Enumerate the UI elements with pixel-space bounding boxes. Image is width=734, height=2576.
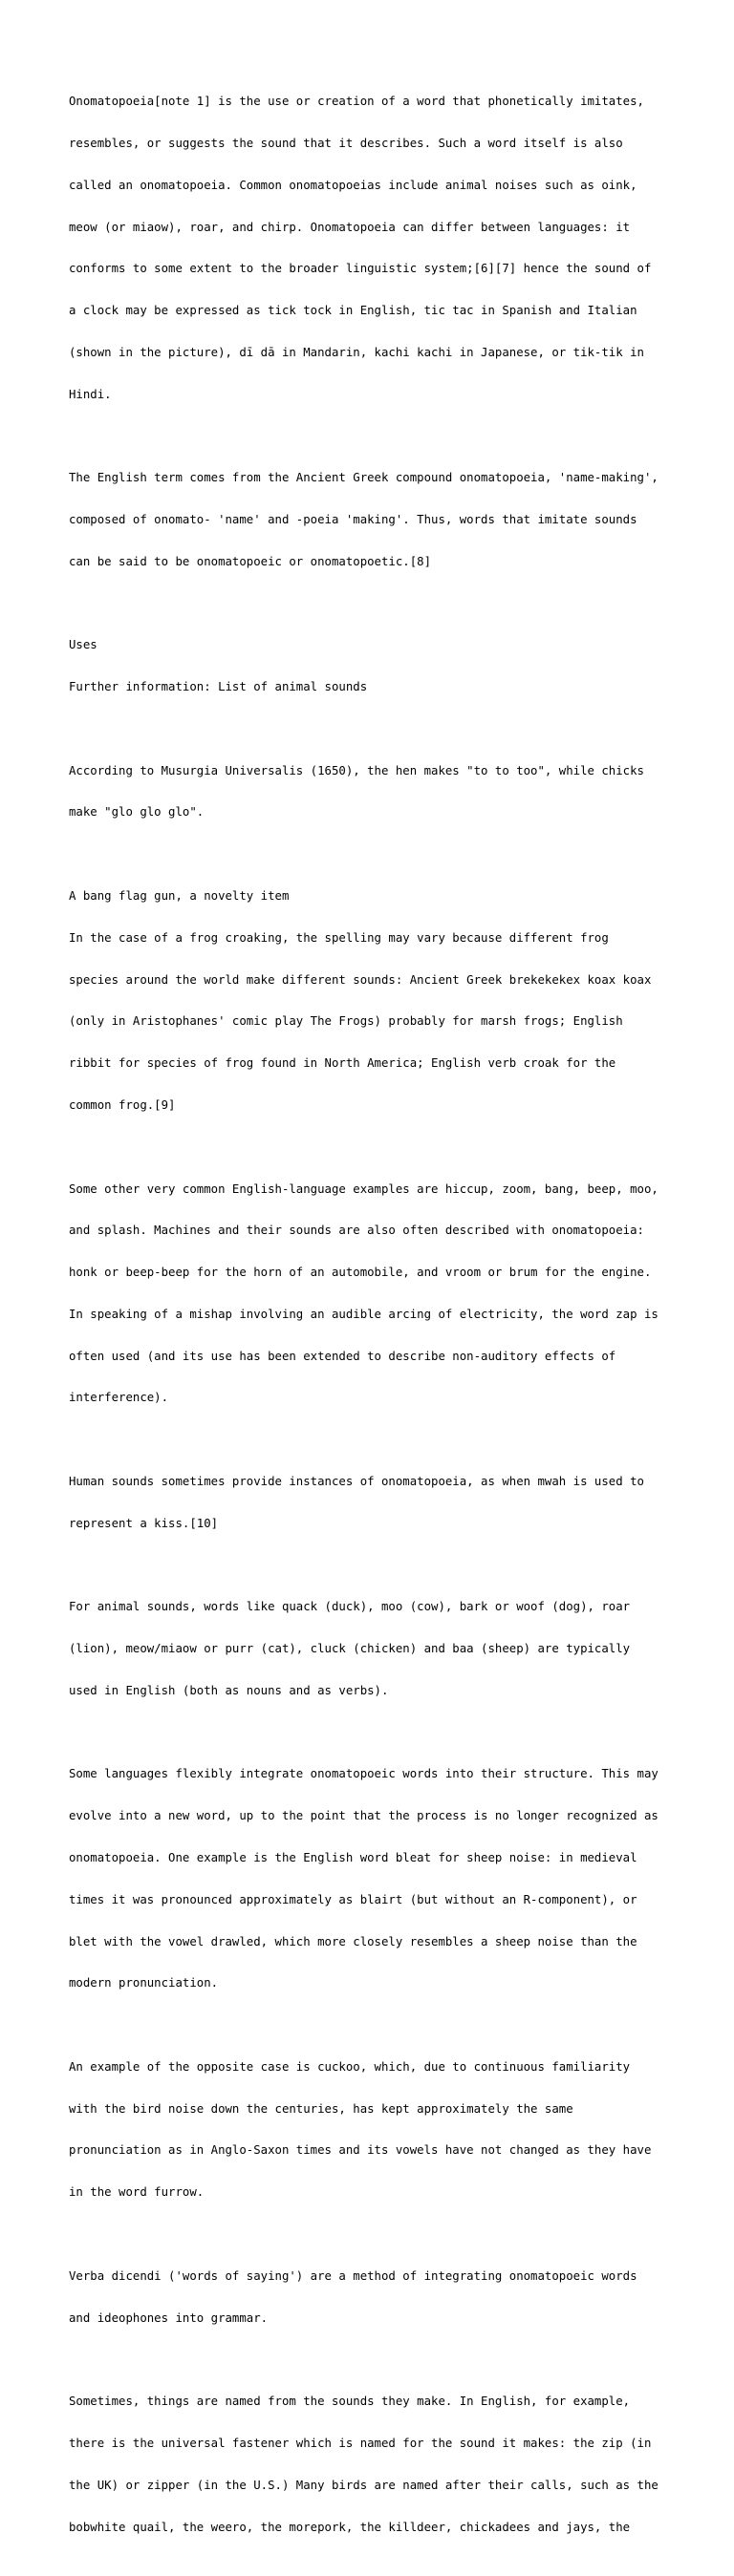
- text-line: represent a kiss.[10]: [69, 1516, 219, 1530]
- text-line: Sometimes, things are named from the sounds they make. In English, for example,: [69, 2395, 631, 2409]
- text-line: common frog.[9]: [69, 1097, 176, 1112]
- paragraph-common-examples: [69, 1154, 680, 1433]
- text-line: (only in Aristophanes' comic play The Frogs) probably for marsh frogs; English: [69, 1014, 623, 1029]
- text-line: modern pronunciation.: [69, 1976, 219, 1991]
- text-line: bobwhite quail, the weero, the morepork, the killdeer, chickadees and jays, the: [69, 2520, 631, 2534]
- text-line: onomatopoeia. One example is the English word bleat for sheep noise: in medieval: [69, 1851, 637, 1864]
- paragraph-frog: [69, 862, 680, 1140]
- text-line: often used (and its use has been extended to describe non-auditory effects of: [69, 1349, 616, 1363]
- paragraph-named-from-sounds: [69, 2367, 680, 2562]
- text-line: According to Musurgia Universalis (1650), the hen makes "to to too", while chicks: [69, 763, 644, 777]
- text-line: pronunciation as in Anglo-Saxon times and its vowels have not changed as they have: [69, 2143, 652, 2158]
- paragraph-etymology: [69, 443, 680, 597]
- text-line: (shown in the picture), dī dā in Mandarin, kachi kachi in Japanese, or tik-tik in: [69, 345, 644, 359]
- section-heading-uses: [69, 610, 680, 722]
- paragraph-intro: [69, 67, 680, 429]
- text-line: In the case of a frog croaking, the spelling may vary because different frog: [69, 930, 609, 945]
- text-line: can be said to be onomatopoeic or onomatopoetic.[8]: [69, 554, 432, 568]
- text-line: composed of onomato- 'name' and -poeia 'making'. Thus, words that imitate sounds: [69, 513, 637, 526]
- text-line: resembles, or suggests the sound that it describes. Such a word itself is also: [69, 136, 623, 150]
- text-line: meow (or miaow), roar, and chirp. Onomatopoeia can differ between languages: it: [69, 220, 631, 234]
- text-line: interference).: [69, 1391, 169, 1405]
- paragraph-human-sounds: [69, 1447, 680, 1559]
- text-line: and ideophones into grammar.: [69, 2310, 269, 2325]
- text-line: blet with the vowel drawled, which more closely resembles a sheep noise than the: [69, 1934, 637, 1948]
- text-line: ribbit for species of frog found in North America; English verb croak for the: [69, 1056, 616, 1071]
- text-line: with the bird noise down the centuries, has kept approximately the same: [69, 2101, 573, 2116]
- paragraph-cuckoo: [69, 2033, 680, 2227]
- text-line: An example of the opposite case is cuckoo, which, due to continuous familiarity: [69, 2059, 631, 2074]
- text-line: make "glo glo glo".: [69, 805, 205, 820]
- text-line: Some languages flexibly integrate onomatopoeic words into their structure. This may: [69, 1767, 658, 1781]
- text-line: and splash. Machines and their sounds are also often described with onomatopoeia:: [69, 1224, 644, 1238]
- text-line: The English term comes from the Ancient Greek compound onomatopoeia, 'name-making',: [69, 471, 658, 485]
- text-line: called an onomatopoeia. Common onomatopoeias include animal noises such as oink,: [69, 178, 637, 192]
- text-line: times it was pronounced approximately as blairt (but without an R-component), or: [69, 1892, 637, 1906]
- text-line: the UK) or zipper (in the U.S.) Many birds are named after their calls, such as the: [69, 2478, 658, 2492]
- text-line: (lion), meow/miaow or purr (cat), cluck (chicken) and baa (sheep) are typically: [69, 1642, 631, 1656]
- text-line: evolve into a new word, up to the point that the process is no longer recognized as: [69, 1809, 658, 1823]
- text-line: Onomatopoeia[note 1] is the use or creation of a word that phonetically imitates,: [69, 95, 644, 109]
- text-line: Some other very common English-language examples are hiccup, zoom, bang, beep, moo,: [69, 1182, 658, 1196]
- text-line: Verba dicendi ('words of saying') are a method of integrating onomatopoeic words: [69, 2268, 637, 2283]
- text-line: a clock may be expressed as tick tock in English, tic tac in Spanish and Italian: [69, 304, 637, 318]
- paragraph-verba-dicendi: [69, 2242, 680, 2353]
- document-page: [69, 67, 680, 2576]
- text-line: in the word furrow.: [69, 2185, 205, 2200]
- text-line: Hindi.: [69, 387, 112, 401]
- text-line: conforms to some extent to the broader linguistic system;[6][7] hence the sound of: [69, 262, 652, 276]
- section-heading: Uses: [69, 638, 97, 652]
- paragraph-musurgia: [69, 736, 680, 848]
- paragraph-animal-sounds: [69, 1572, 680, 1726]
- text-line: used in English (both as nouns and as verbs).: [69, 1683, 389, 1697]
- text-line: In speaking of a mishap involving an audible arcing of electricity, the word zap is: [69, 1307, 658, 1321]
- text-line: honk or beep-beep for the horn of an automobile, and vroom or brum for the engine.: [69, 1266, 652, 1280]
- text-line: there is the universal fastener which is named for the sound it makes: the zip (in: [69, 2436, 652, 2450]
- text-line: Human sounds sometimes provide instances of onomatopoeia, as when mwah is used to: [69, 1474, 644, 1488]
- further-information-note: Further information: List of animal sounds: [69, 680, 368, 694]
- text-line: species around the world make different sounds: Ancient Greek brekekekex koax koax: [69, 972, 652, 987]
- text-line: For animal sounds, words like quack (duck), moo (cow), bark or woof (dog), roar: [69, 1600, 631, 1614]
- paragraph-language-integration: [69, 1739, 680, 2018]
- image-caption: A bang flag gun, a novelty item: [69, 889, 290, 904]
